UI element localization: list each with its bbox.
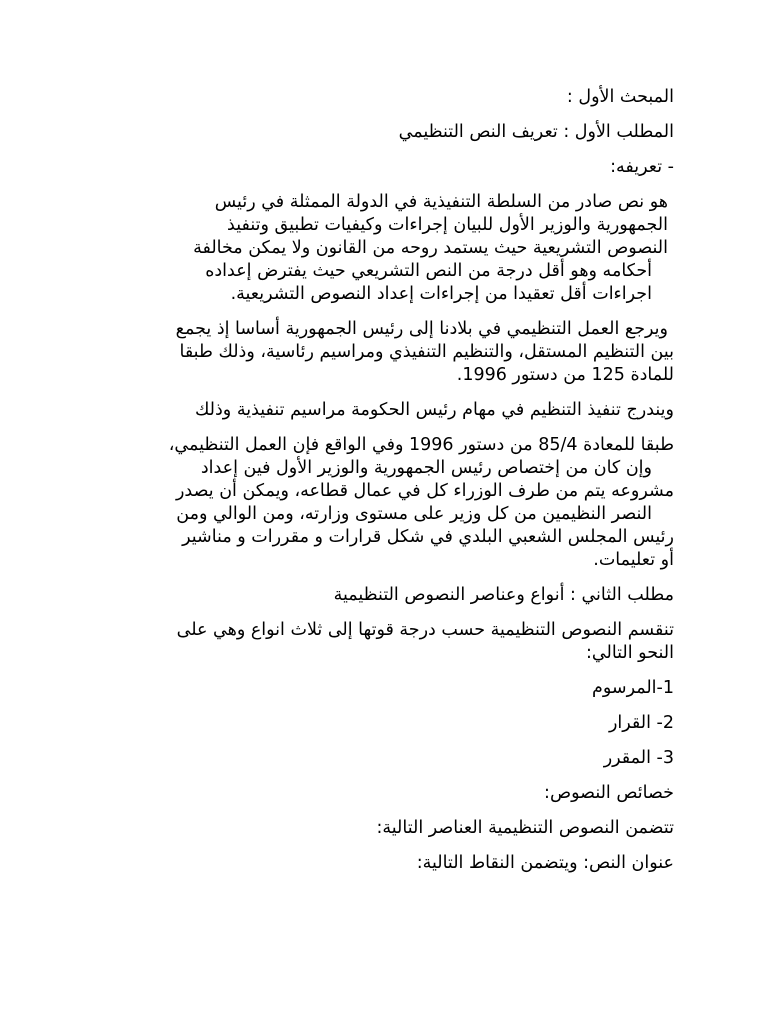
paragraph-line: ويندرج تنفيذ التنظيم في مهام رئيس الحكومة مراسيم تنفيذية وذلك	[194, 400, 674, 420]
title-item: عنوان النص: ويتضمن النقاط التالية:	[416, 853, 674, 873]
properties-label: خصائص النصوص:	[544, 783, 674, 803]
paragraph-line: مشروعه يتم من طرف الوزراء كل في عمال قطاعه، ويمكن أن يصدر	[175, 481, 674, 501]
paragraph-line: أو تعليمات.	[593, 550, 674, 570]
paragraph-line: ويرجع العمل التنظيمي في بلادنا إلى رئيس الجمهورية أساسا إذ يجمع	[175, 319, 668, 339]
list-item: 1-المرسوم	[592, 678, 674, 698]
subsection-2-title: مطلب الثاني : أنواع وعناصر النصوص التنظيمية	[333, 585, 674, 605]
properties-intro: تتضمن النصوص التنظيمية العناصر التالية:	[376, 818, 674, 838]
paragraph-line: بين التنظيم المستقل، والتنظيم التنفيذي ومراسيم رئاسية، وذلك طبقا	[179, 342, 674, 362]
definition-label: - تعريفه:	[610, 157, 674, 177]
definition-line: النصوص التشريعية حيث يستمد روحه من القانون ولا يمكن مخالفة	[193, 238, 668, 258]
definition-paragraph	[90, 191, 674, 306]
paragraph-line: تنقسم النصوص التنظيمية حسب درجة قوتها إلى ثلاث انواع وهي على	[176, 620, 674, 640]
paragraph-line: النصر النظيمين من كل وزير على مستوى وزارته، ومن الوالي ومن	[176, 504, 652, 524]
paragraph-2	[90, 318, 674, 387]
paragraph-line: النحو التالي:	[586, 643, 674, 663]
paragraph-line: طبقا للمعادة 85/4 من دستور 1996 وفي الواقع فإن العمل التنظيمي،	[168, 435, 674, 455]
paragraph-line: للمادة 125 من دستور 1996.	[456, 365, 674, 385]
list-item: 3- المقرر	[603, 748, 674, 768]
section-title: المبحث الأول :	[566, 87, 674, 107]
document-page	[90, 86, 674, 887]
subsection-1-title: المطلب الأول : تعريف النص التنظيمي	[398, 122, 674, 142]
definition-line: الجمهورية والوزير الأول للبيان إجراءات وكيفيات تطبيق وتنفيذ	[227, 215, 668, 235]
definition-line: أحكامه وهو أقل درجة من النص التشريعي حيث يفترض إعداده	[205, 261, 652, 281]
definition-line: هو نص صادر من السلطة التنفيذية في الدولة الممثلة في رئيس	[214, 192, 668, 212]
paragraph-5	[90, 619, 674, 665]
paragraph-line: وإن كان من إختصاص رئيس الجمهورية والوزير الأول فين إعداد	[200, 458, 652, 478]
definition-line: اجراءات أقل تعقيدا من إجراءات إعداد النصوص التشريعية.	[230, 284, 652, 304]
list-item: 2- القرار	[608, 713, 674, 733]
paragraph-line: رئيس المجلس الشعبي البلدي في شكل قرارات و مقررات و مناشير	[182, 527, 674, 547]
paragraph-3	[90, 399, 674, 422]
paragraph-4	[90, 434, 674, 572]
